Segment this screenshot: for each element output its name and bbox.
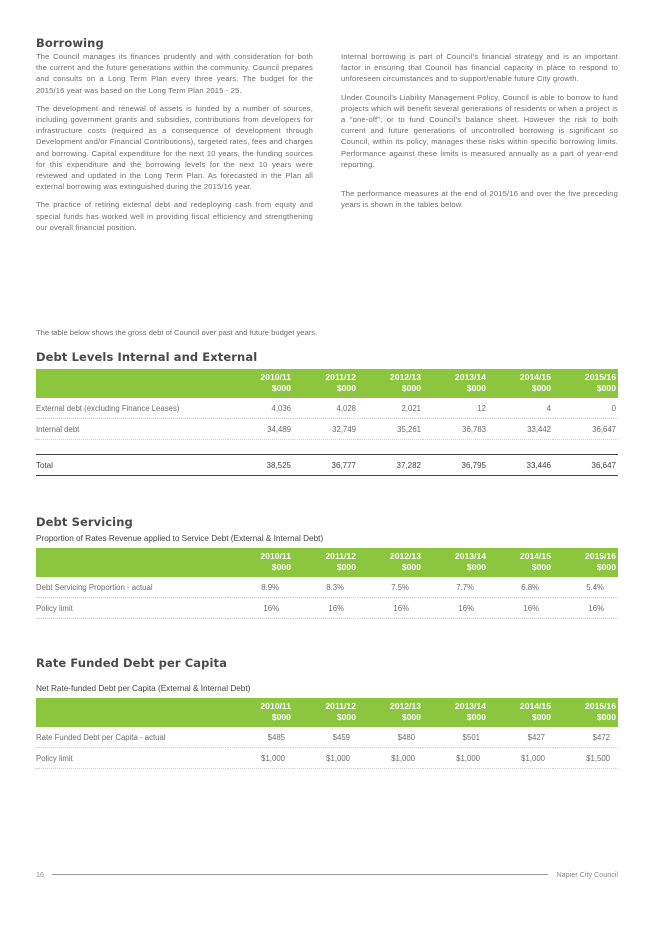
cell: 12 xyxy=(423,398,488,419)
cell: 32,749 xyxy=(293,419,358,440)
paragraph: Internal borrowing is part of Council's financial strategy and is an important factor in ensuring that Council has financial capacity in place to respond to unforeseen circumstances and to support/enable future City growth. xyxy=(341,52,618,84)
cell: 16% xyxy=(358,598,423,619)
cell: 34,489 xyxy=(228,419,293,440)
row-label: Total xyxy=(36,455,228,476)
spacer-cell xyxy=(36,440,618,455)
cell: $427 xyxy=(488,727,553,748)
year-header: 2011/12 $000 xyxy=(293,698,358,727)
year-header: 2014/15 $000 xyxy=(488,548,553,577)
publisher-name: Napier City Council xyxy=(556,870,618,879)
paragraph: The practice of retiring external debt and redeploying cash from equity and special funds has worked well in providing fiscal efficiency and strengthening our overall financial position. xyxy=(36,200,313,232)
cell: 37,282 xyxy=(358,455,423,476)
rate-funded-section xyxy=(36,656,618,769)
year-header: 2010/11 $000 xyxy=(228,369,293,398)
cell: 36,777 xyxy=(293,455,358,476)
cell: 36,647 xyxy=(553,419,618,440)
right-column xyxy=(341,51,618,240)
cell: $459 xyxy=(293,727,358,748)
year-header: 2013/14 $000 xyxy=(423,369,488,398)
debt-levels-section xyxy=(36,350,618,476)
table-intro: The table below shows the gross debt of Council over past and future budget years. xyxy=(36,328,318,337)
page-number: 16 xyxy=(36,870,44,879)
cell: 4 xyxy=(488,398,553,419)
cell: 16% xyxy=(488,598,553,619)
table-row xyxy=(36,577,618,598)
year-header: 2010/11 $000 xyxy=(228,548,293,577)
paragraph: Under Council's Liability Management Policy, Council is able to borrow to fund projects which will benefit several generations of residents or when a project is a "one-off", or to fund Council's balance sheet. However the risk to both current and future generations of uncontrolled borrowing is significant so Council, within its policy, manages these risks within specific borrowing limits. Performance against these limits is measured annually as a part of year-end reporting. xyxy=(341,92,618,169)
cell: 8.9% xyxy=(228,577,293,598)
year-header: 2013/14 $000 xyxy=(423,548,488,577)
table-header-row xyxy=(36,369,618,398)
cell: $472 xyxy=(553,727,618,748)
cell: 2,021 xyxy=(358,398,423,419)
cell: 36,795 xyxy=(423,455,488,476)
table-row xyxy=(36,419,618,440)
cell: 16% xyxy=(553,598,618,619)
cell: 16% xyxy=(293,598,358,619)
year-header: 2014/15 $000 xyxy=(488,698,553,727)
cell: $1,000 xyxy=(423,748,488,769)
cell: $480 xyxy=(358,727,423,748)
page-footer xyxy=(36,870,618,879)
year-header: 2015/16 $000 xyxy=(553,369,618,398)
header-blank xyxy=(36,369,228,398)
cell: 4,028 xyxy=(293,398,358,419)
year-header: 2015/16 $000 xyxy=(553,548,618,577)
row-label: Policy limit xyxy=(36,748,228,769)
debt-servicing-subtitle: Proportion of Rates Revenue applied to Service Debt (External & Internal Debt) xyxy=(36,534,324,543)
year-header: 2011/12 $000 xyxy=(293,548,358,577)
debt-levels-table xyxy=(36,369,618,476)
cell: 35,261 xyxy=(358,419,423,440)
paragraph: The Council manages its finances prudently and with consideration for both the current and the future generations within the community. Council prepares and consults on a Long Term Plan every three years. The budget for the 2015/16 year was based on the Long Term Plan 2015 - 25. xyxy=(36,52,313,95)
cell: $1,000 xyxy=(228,748,293,769)
cell: 36,647 xyxy=(553,455,618,476)
borrowing-heading: Borrowing xyxy=(36,36,104,50)
paragraph: The performance measures at the end of 2015/16 and over the five preceding years is shown in the tables below. xyxy=(341,189,618,210)
row-label: Debt Servicing Proportion - actual xyxy=(36,577,228,598)
row-label: Rate Funded Debt per Capita - actual xyxy=(36,727,228,748)
cell: 5.4% xyxy=(553,577,618,598)
cell: 33,442 xyxy=(488,419,553,440)
left-column xyxy=(36,51,313,240)
table-row xyxy=(36,598,618,619)
year-header: 2012/13 $000 xyxy=(358,698,423,727)
cell: 8.3% xyxy=(293,577,358,598)
cell: $485 xyxy=(228,727,293,748)
cell: $501 xyxy=(423,727,488,748)
cell: 16% xyxy=(423,598,488,619)
debt-servicing-table xyxy=(36,548,618,619)
header-blank xyxy=(36,698,228,727)
year-header: 2012/13 $000 xyxy=(358,369,423,398)
cell: 4,036 xyxy=(228,398,293,419)
table-row xyxy=(36,398,618,419)
debt-servicing-section xyxy=(36,515,618,619)
table-header-row xyxy=(36,548,618,577)
year-header: 2015/16 $000 xyxy=(553,698,618,727)
debt-servicing-heading: Debt Servicing xyxy=(36,515,133,529)
cell: $1,500 xyxy=(553,748,618,769)
cell: 7.5% xyxy=(358,577,423,598)
table-row xyxy=(36,748,618,769)
cell: $1,000 xyxy=(488,748,553,769)
paragraph: The development and renewal of assets is funded by a number of sources, including government grants and subsidies, contributions from developers for infrastructure costs (required as a consequence of development through Development and/or Financial Contributions), targeted rates, fees and charges and borrowing. Capital expenditure for the next 10 years, the funding sources for this expenditure and the borrowing levels for the next 10 years were reviewed and updated in the Long Term Plan. As forecasted in the Plan all external borrowing was extinguished during the 2015/16 year. xyxy=(36,103,313,192)
cell: $1,000 xyxy=(293,748,358,769)
header-blank xyxy=(36,548,228,577)
cell: 16% xyxy=(228,598,293,619)
rate-funded-table xyxy=(36,698,618,769)
year-header: 2010/11 $000 xyxy=(228,698,293,727)
table-row xyxy=(36,727,618,748)
row-label: Internal debt xyxy=(36,419,228,440)
cell: 0 xyxy=(553,398,618,419)
row-label: External debt (excluding Finance Leases) xyxy=(36,398,228,419)
spacer-row xyxy=(36,440,618,455)
cell: $1,000 xyxy=(358,748,423,769)
row-label: Policy limit xyxy=(36,598,228,619)
table-header-row xyxy=(36,698,618,727)
debt-levels-heading: Debt Levels Internal and External xyxy=(36,350,258,364)
footer-rule xyxy=(52,874,548,875)
borrowing-text xyxy=(36,51,618,240)
cell: 38,525 xyxy=(228,455,293,476)
cell: 6.8% xyxy=(488,577,553,598)
cell: 33,446 xyxy=(488,455,553,476)
year-header: 2013/14 $000 xyxy=(423,698,488,727)
year-header: 2014/15 $000 xyxy=(488,369,553,398)
total-row xyxy=(36,455,618,476)
year-header: 2012/13 $000 xyxy=(358,548,423,577)
rate-funded-heading: Rate Funded Debt per Capita xyxy=(36,656,227,670)
cell: 7.7% xyxy=(423,577,488,598)
rate-funded-subtitle: Net Rate-funded Debt per Capita (External & Internal Debt) xyxy=(36,684,251,693)
cell: 36,783 xyxy=(423,419,488,440)
year-header: 2011/12 $000 xyxy=(293,369,358,398)
